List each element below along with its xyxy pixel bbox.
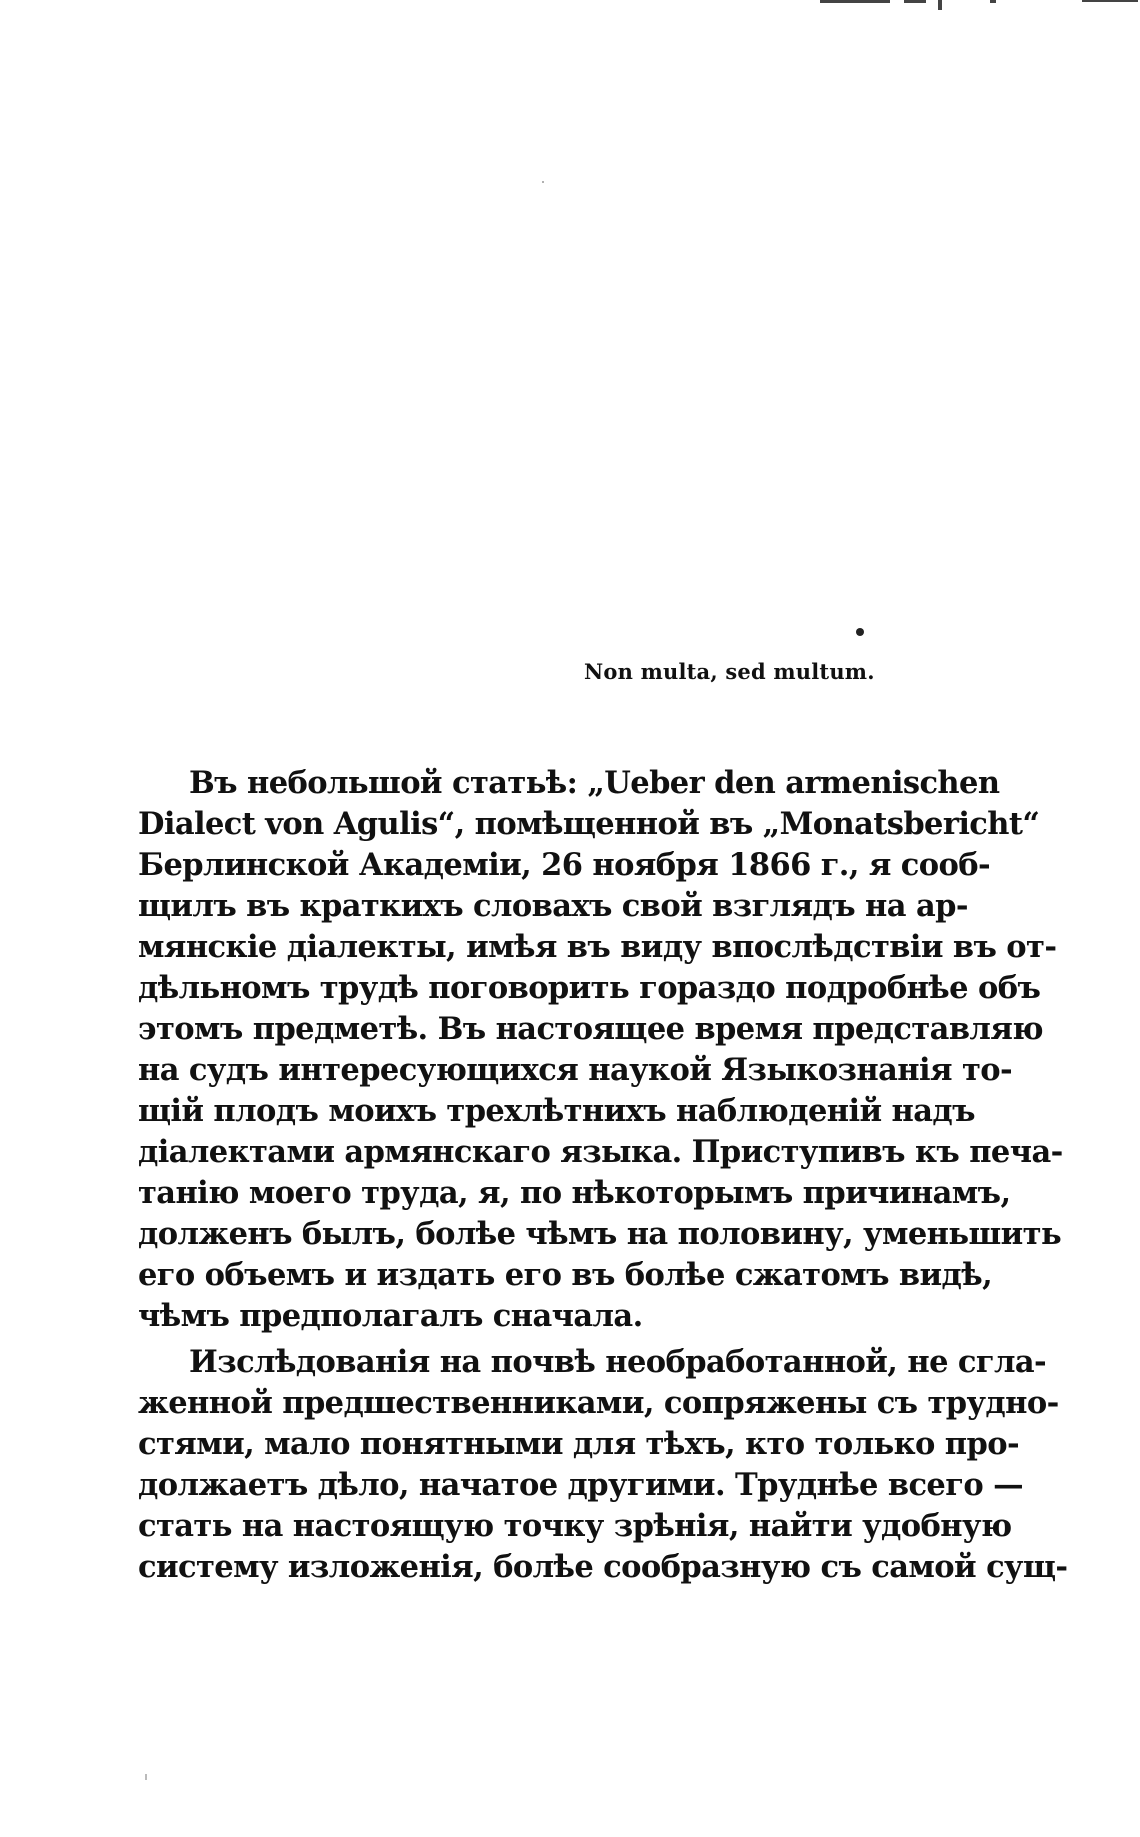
paragraph-2 [138, 1342, 1068, 1588]
text-line: его объемъ и издать его въ болѣе сжатомъ видѣ, [138, 1257, 993, 1293]
ink-speck [145, 1774, 147, 1780]
text-line: Въ небольшой статьѣ: „Ueber den armenischen [189, 765, 1000, 801]
ink-speck [542, 181, 544, 183]
scan-artifact [904, 0, 926, 3]
text-line: Берлинской Академіи, 26 ноября 1866 г., я сооб- [138, 847, 991, 883]
text-line: чѣмъ предполагалъ сначала. [138, 1298, 643, 1334]
text-line: стать на настоящую точку зрѣнія, найти удобную [138, 1508, 1012, 1544]
text-line: дѣльномъ трудѣ поговорить гораздо подробнѣе объ [138, 970, 1041, 1006]
text-line: этомъ предметѣ. Въ настоящее время представляю [138, 1011, 1043, 1047]
epigraph: Non multa, sed multum. [584, 659, 875, 684]
paragraph-1 [138, 763, 1063, 1337]
scan-artifact [820, 0, 890, 3]
text-line: танію моего труда, я, по нѣкоторымъ причинамъ, [138, 1175, 1011, 1211]
scan-artifact [1082, 0, 1138, 2]
text-line: мянскіе діалекты, имѣя въ виду впослѣдствіи въ от- [138, 929, 1057, 965]
text-line: стями, мало понятными для тѣхъ, кто только про- [138, 1426, 1020, 1462]
text-line: щій плодъ моихъ трехлѣтнихъ наблюденій надъ [138, 1093, 975, 1129]
ink-speck [856, 628, 864, 636]
text-line: женной предшественниками, сопряжены съ трудно- [138, 1385, 1059, 1421]
text-line: на судъ интересующихся наукой Языкознанія то- [138, 1052, 1013, 1088]
body-text [138, 763, 1068, 1588]
scan-artifact [938, 0, 942, 10]
text-line: систему изложенія, болѣе сообразную съ самой сущ- [138, 1549, 1068, 1585]
text-line: долженъ былъ, болѣе чѣмъ на половину, уменьшить [138, 1216, 1062, 1252]
text-line: щилъ въ краткихъ словахъ свой взглядъ на ар- [138, 888, 968, 924]
text-line: Изслѣдованія на почвѣ необработанной, не сгла- [189, 1344, 1047, 1380]
text-line: діалектами армянскаго языка. Приступивъ къ печа- [138, 1134, 1063, 1170]
scan-artifact [990, 0, 996, 3]
text-line: Dialect von Agulis“, помѣщенной въ „Monatsbericht“ [138, 806, 1040, 842]
text-line: должаетъ дѣло, начатое другими. Труднѣе всего — [138, 1467, 1023, 1503]
